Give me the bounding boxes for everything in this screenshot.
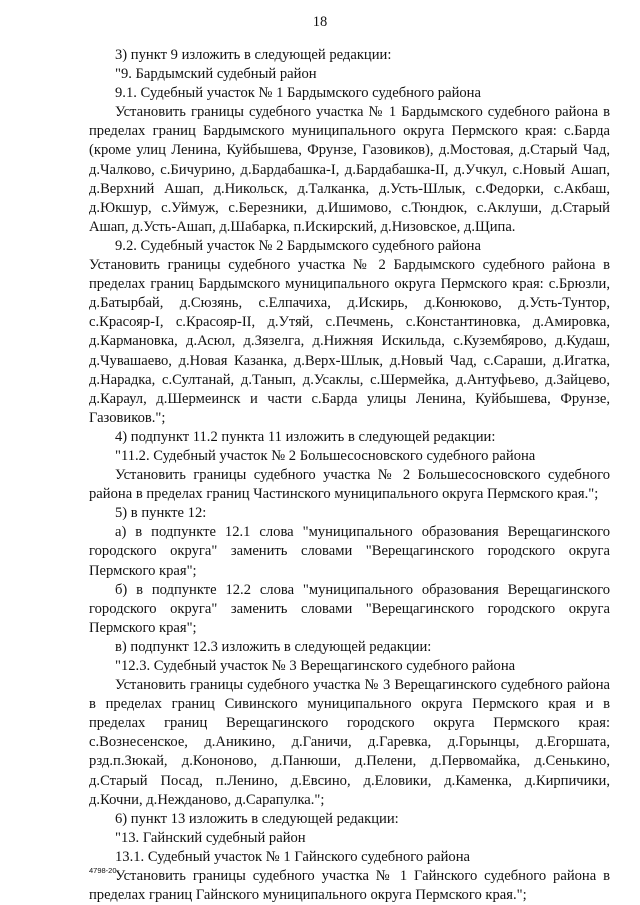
paragraph: 9.2. Судебный участок № 2 Бардымского судебного района: [115, 237, 481, 254]
paragraph: "12.3. Судебный участок № 3 Верещагинского судебного района: [115, 658, 516, 674]
paragraph: 9.1. Судебный участок № 1 Бардымского судебного района: [115, 85, 481, 102]
paragraph: Установить границы судебного участка № 2 Большесосновского судебного района в пределах границ Частинского муниципального округа Пермского края.";: [89, 467, 610, 503]
paragraph: 4) подпункт 11.2 пункта 11 изложить в следующей редакции:: [115, 428, 496, 445]
document-body: [89, 46, 610, 905]
paragraph: а) в подпункте 12.1 слова "муниципального образования Верещагинского городского округа" заменить словами "Верещагинского городского округа Пермского края";: [89, 524, 610, 579]
paragraph: 13.1. Судебный участок № 1 Гайнского судебного района: [115, 848, 471, 865]
paragraph: б) в подпункте 12.2 слова "муниципального образования Верещагинского городского округа" заменить словами "Верещагинского городского округа Пермского края";: [89, 581, 610, 636]
paragraph: Установить границы судебного участка № 2 Бардымского судебного района в пределах границ Бардымского муниципального округа Пермского края: с.Брюзли, д.Батырбай, д.Сюзянь, с.Елпачиха, д.Искирь, д.Конюково, д.Усть-Тунтор, с.Красояр-I, с.Красояр-II, д.Утяй, с.Печмень, с.Константиновка, д.Амировка, д.Кармановка, д.Асюл, д.Зязелга, д.Нижняя Искильда, с.Кузембярово, д.Кудаш, д.Чувашаево, д.Новая Казанка, д.Верх-Шлык, д.Новый Чад, с.Сараши, д.Игатка, д.Нарадка, с.Султанай, д.Танып, д.Усаклы, с.Шермейка, д.Антуфьево, д.Зайцево, д.Караул, д.Шермеинск и части с.Барда улицы Ленина, Куйбышева, Фрунзе, Газовиков.";: [89, 257, 610, 426]
paragraph: 6) пункт 13 изложить в следующей редакции:: [115, 810, 399, 827]
paragraph: Установить границы судебного участка № 1 Гайнского судебного района в пределах границ Гайнского муниципального округа Пермского края.";: [89, 868, 610, 904]
paragraph: Установить границы судебного участка № 1 Бардымского судебного района в пределах границ Бардымского муниципального округа Пермского края: с.Барда (кроме улиц Ленина, Куйбышева, Фрунзе, Газовиков), д.Мостовая, д.Старый Чад, д.Чалково, с.Бичурино, д.Бардабашка-I, д.Бардабашка-II, д.Учкул, с.Новый Ашап, д.Верхний Ашап, д.Никольск, д.Талканка, д.Усть-Шлык, с.Федорки, с.Акбаш, д.Юкшур, с.Уймуж, с.Березники, д.Ишимово, с.Тюндюк, с.Аклуши, д.Старый Ашап, д.Усть-Ашап, д.Шабарка, п.Искирский, д.Низовское, д.Щипа.: [89, 104, 610, 235]
paragraph: "11.2. Судебный участок № 2 Большесосновского судебного района: [115, 447, 536, 464]
paragraph: в) подпункт 12.3 изложить в следующей редакции:: [115, 638, 432, 655]
paragraph: "9. Бардымский судебный район: [115, 66, 317, 83]
paragraph: 3) пункт 9 изложить в следующей редакции:: [115, 47, 392, 63]
document-code: 4798-20: [89, 866, 117, 875]
paragraph: Установить границы судебного участка № 3 Верещагинского судебного района в пределах границ Сивинского муниципального округа Пермского края и в пределах границ Верещагинского городского округа Пермского края: с.Вознесенское, д.Аникино, д.Ганичи, д.Гаревка, д.Горынцы, д.Егоршата, рзд.п.Зюкай, д.Кононово, д.Панюши, д.Пелени, д.Первомайка, д.Сенькино, д.Старый Посад, п.Ленино, д.Евсино, д.Еловики, д.Каменка, д.Кирпичики, д.Кочни, д.Нежданово, д.Сарапулка.";: [89, 677, 610, 808]
page-number: 18: [312, 14, 328, 30]
paragraph: 5) в пункте 12:: [115, 505, 207, 522]
paragraph: "13. Гайнский судебный район: [115, 829, 306, 846]
